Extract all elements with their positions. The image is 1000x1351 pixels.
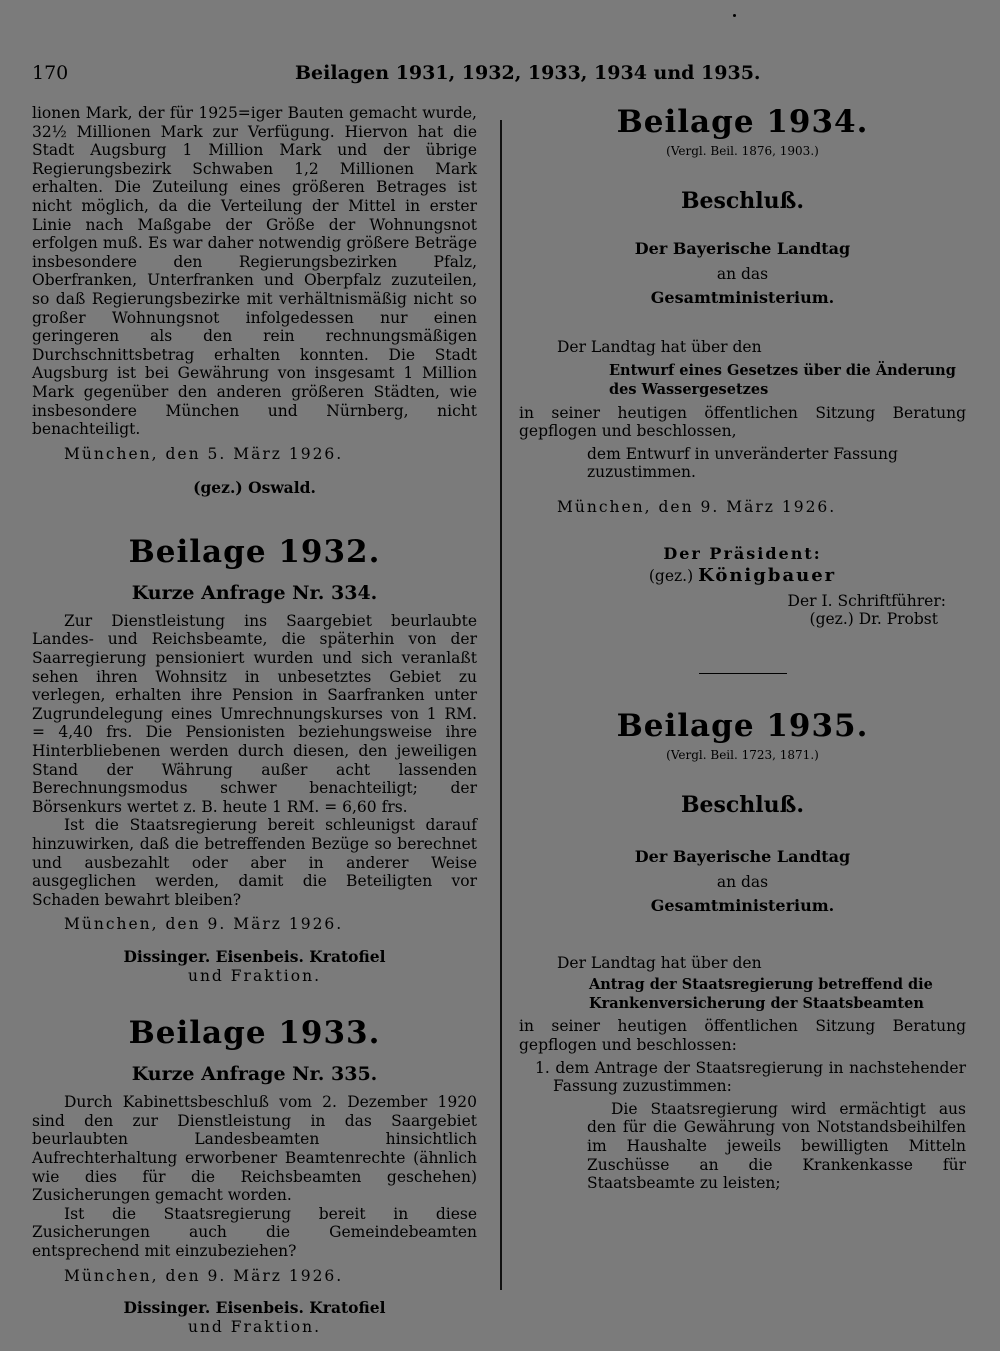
praesident-name: Königbauer: [698, 565, 837, 587]
schriftfuehrer-label: Der I. Schriftführer:: [787, 591, 946, 610]
anfrage-334-date: München, den 9. März 1926.: [64, 915, 344, 934]
beilage-1934-reference: (Vergl. Beil. 1876, 1903.): [666, 144, 819, 158]
beilage-1935-beschluss: Beschluß.: [680, 791, 805, 818]
anfrage-335-date: München, den 9. März 1926.: [64, 1266, 344, 1285]
anfrage-335-fraktion: und Fraktion.: [187, 1317, 322, 1336]
anfrage-334-fraktion: und Fraktion.: [187, 966, 322, 985]
beilage-1935-title: Beilage 1935.: [616, 707, 869, 744]
beilage-1934-resolution: dem Entwurf in unveränderter Fassung zuzustimmen.: [587, 444, 898, 482]
signature: (gez.) Oswald.: [193, 478, 316, 498]
beilage-1934-subject: Entwurf eines Gesetzes über die Änderung des Wassergesetzes: [609, 362, 956, 398]
right-column: [519, 104, 966, 1193]
anfrage-335-para1: Durch Kabinettsbeschluß vom 2. Dezember 1920 sind den zur Dienstleistung in das Saargebiet beurlaubten Landesbeamten hinsichtlich Aufrechterhaltung erworbener Beamtenrechte (ähnlich wie dies für die Reichsbeamten geschehen) Zusicherungen gemacht worden.: [32, 1093, 477, 1205]
beilage-1935-item-1: 1. dem Antrage der Staatsregierung in nachstehender Fassung zuzustimmen:: [535, 1058, 966, 1096]
beilage-1935-landtag: Der Bayerische Landtag: [634, 846, 851, 866]
beilage-1935-subject: Antrag der Staatsregierung betreffend die Krankenversicherung der Staatsbeamten: [589, 976, 933, 1012]
anfrage-335-signers: Dissinger. Eisenbeis. Kratofiel: [123, 1298, 386, 1318]
anfrage-335-para2: Ist die Staatsregierung bereit in diese Zusicherungen auch die Gemeindebeamten entsprechend mit einzubeziehen?: [32, 1204, 477, 1260]
ink-dot: [733, 14, 736, 17]
section-rule: [699, 673, 787, 674]
praesident-gez: (gez.): [648, 567, 694, 586]
beilage-1934-beschluss: Beschluß.: [680, 188, 805, 214]
schriftfuehrer-name: (gez.) Dr. Probst: [809, 610, 938, 629]
running-title: Beilagen 1931, 1932, 1933, 1934 und 1935.: [295, 62, 761, 84]
anfrage-334-para1: Zur Dienstleistung ins Saargebiet beurlaubte Landes- und Reichsbeamte, die späterhin von der Saarregierung pensioniert wurden und sich veranlaßt sehen ihren Wohnsitz in unbesetztes Gebiet zu verlegen, erhalten ihre Pension in Saarfranken unter Zugrundelegung eines Umrechnungskurses von 1 RM. = 4,40 frs. Die Pensionisten beziehungsweise ihre Hinterbliebenen werden durch diesen, den jeweiligen Stand der Währung außer acht lassenden Berechnungsmodus schwer benachteiligt; der Börsenkurs wertet z. B. heute 1 RM. = 6,60 frs.: [32, 611, 477, 816]
anfrage-334-heading: Kurze Anfrage Nr. 334.: [131, 581, 378, 604]
beilage-1934-date: München, den 9. März 1926.: [557, 497, 837, 516]
beilage-1935-gesamt: Gesamtministerium.: [650, 896, 835, 916]
continued-paragraph: lionen Mark, der für 1925=iger Bauten gemacht wurde, 32½ Millionen Mark zur Verfügung. Hiervon hat die Stadt Augsburg 1 Million Mark und der übrige Regierungsbezirk Schwaben 1,2 Millionen Mark erhalten. Die Zuteilung eines größeren Betrages ist nicht möglich, da die Verteilung der Mittel in erster Linie nach Maßgabe der Größe der Wohnungsnot erfolgen muß. Es war daher notwendig größere Beträge insbesondere den Regierungsbezirken Pfalz, Oberfranken, Unterfranken und Oberpfalz zuzuteilen, so daß Regierungsbezirke mit verhältnismäßig nicht so großer Wohnungsnot infolgedessen nur einen geringeren als den rein rechnungsmäßigen Durchschnittsbetrag erhalten konnten. Die Stadt Augsburg ist bei Gewährung von insgesamt 1 Million Mark gegenüber den anderen größeren Städten, wie insbesondere München und Nürnberg, nicht benachteiligt.: [32, 104, 477, 439]
beilage-1932-title: Beilage 1932.: [128, 533, 381, 570]
anfrage-334-para2: Ist die Staatsregierung bereit schleunigst darauf hinzuwirken, daß die betreffenden Bezüge so berechnet und ausbezahlt oder aber in anderer Weise ausgeglichen werden, damit die Beteiligten vor Schaden bewahrt bleiben?: [32, 816, 477, 909]
beilage-1934-landtag: Der Bayerische Landtag: [634, 239, 851, 258]
praesident-label: Der Präsident:: [663, 543, 822, 563]
beilage-1935-body: in seiner heutigen öffentlichen Sitzung Beratung gepflogen und beschlossen:: [519, 1017, 966, 1055]
beilage-1933-title: Beilage 1933.: [128, 1015, 381, 1052]
beilage-1935-an-das: an das: [716, 872, 769, 891]
beilage-1934-an-das: an das: [716, 264, 769, 283]
beilage-1934-intro: Der Landtag hat über den: [557, 337, 762, 356]
anfrage-334-signers: Dissinger. Eisenbeis. Kratofiel: [123, 946, 386, 966]
beilage-1934-gesamt: Gesamtministerium.: [650, 288, 835, 308]
anfrage-335-heading: Kurze Anfrage Nr. 335.: [131, 1063, 378, 1086]
left-column: [32, 104, 477, 1336]
date-line: München, den 5. März 1926.: [64, 444, 344, 463]
column-divider: [500, 120, 502, 1290]
page-header: [32, 62, 972, 86]
beilage-1935-reference: (Vergl. Beil. 1723, 1871.): [666, 747, 819, 762]
beilage-1934-body: in seiner heutigen öffentlichen Sitzung Beratung gepflogen und beschlossen,: [519, 403, 966, 441]
page-number: 170: [32, 62, 69, 84]
beilage-1935-intro: Der Landtag hat über den: [557, 953, 762, 972]
beilage-1935-item-1-text: Die Staatsregierung wird ermächtigt aus den für die Gewährung von Notstandsbeihilfen im Haushalte jeweils bewilligten Mitteln Zuschüsse an die Krankenkasse für Staatsbeamte zu leisten;: [587, 1099, 966, 1193]
beilage-1934-title: Beilage 1934.: [616, 104, 869, 140]
